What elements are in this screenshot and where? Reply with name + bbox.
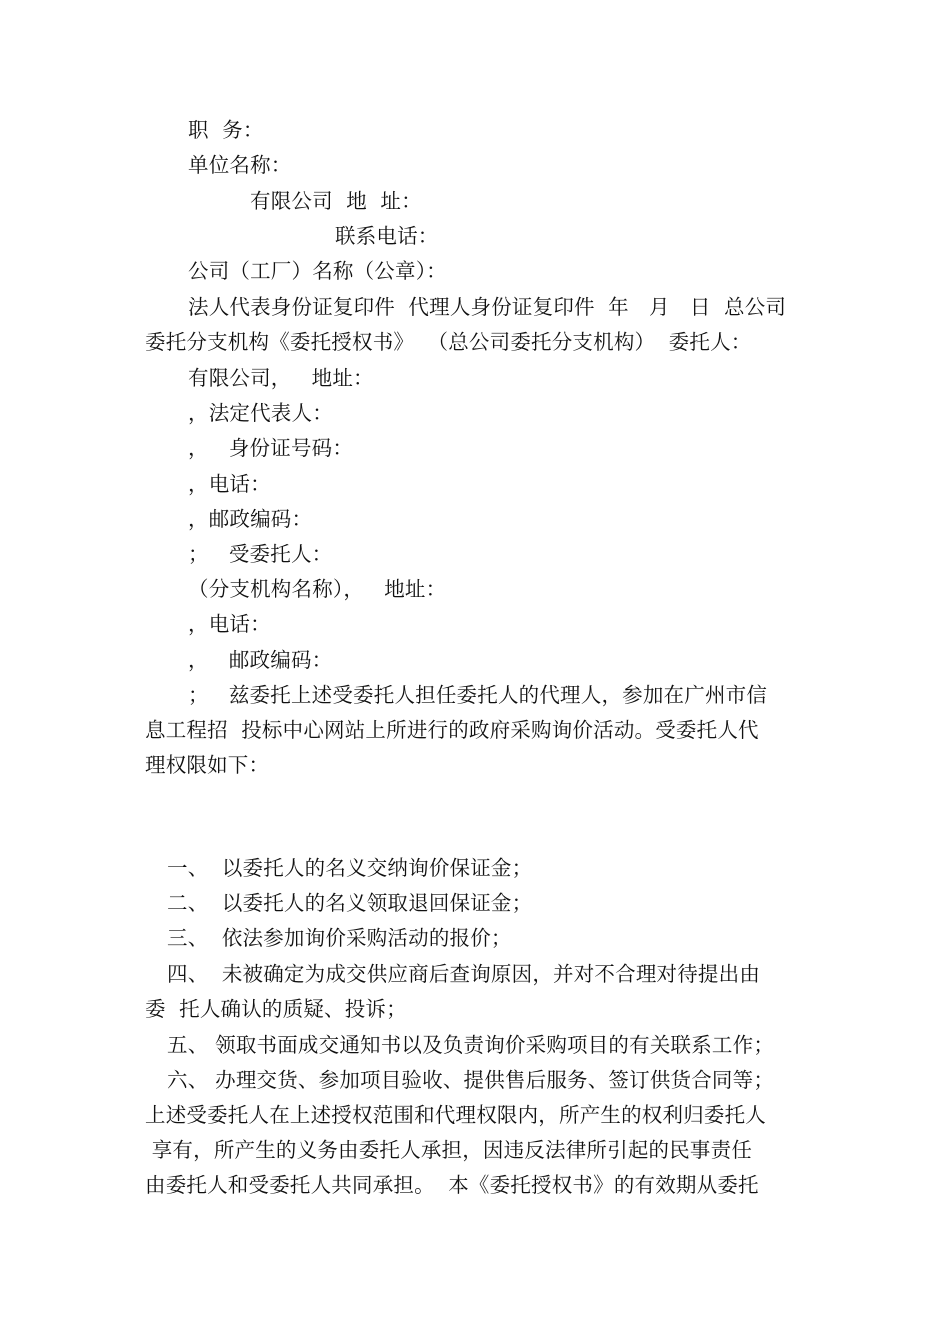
text-line: 四、 未被确定为成交供应商后查询原因，并对不合理对待提出由 (167, 962, 761, 986)
field-branch-postal-code: ， 邮政编码： (188, 648, 333, 672)
field-trustee: ； 受委托人： (188, 542, 333, 566)
text-line: ； 兹委托上述受委托人担任委托人的代理人，参加在广州市信 (188, 683, 768, 707)
id-copies-paragraph (145, 290, 810, 360)
text-line: 上述受委托人在上述授权范围和代理权限内，所产生的权利归委托人 (145, 1103, 766, 1127)
text-line: 法人代表身份证复印件 代理人身份证复印件 年 月 日 总公司 (188, 295, 787, 319)
field-phone: ，电话： (188, 472, 271, 496)
field-postal-code: ，邮政编码： (188, 507, 313, 531)
unit-name-line: 单位名称： (188, 153, 292, 177)
field-company-address: 有限公司， 地址： (188, 366, 374, 390)
list-item-4 (145, 957, 810, 1027)
text-line: 委托分支机构《委托授权书》 （总公司委托分支机构） 委托人： (145, 330, 752, 354)
position-line: 职 务： (188, 118, 264, 142)
list-item-5: 五、 领取书面成交通知书以及负责询价采购项目的有关联系工作； (167, 1033, 775, 1057)
contact-phone-line: 联系电话： (335, 224, 439, 248)
text-line: 由委托人和受委托人共同承担。 本《委托授权书》的有效期从委托 (145, 1173, 759, 1197)
company-seal-line: 公司（工厂）名称（公章）： (188, 259, 447, 283)
field-branch-address: （分支机构名称）， 地址： (188, 577, 447, 601)
text-line: 理权限如下： (145, 753, 270, 777)
text-line: 委 托人确认的质疑、投诉； (145, 997, 407, 1021)
field-id-number: ， 身份证号码： (188, 436, 354, 460)
list-item-1: 一、 以委托人的名义交纳询价保证金； (167, 856, 533, 880)
liability-paragraph (145, 1098, 810, 1203)
list-item-2: 二、 以委托人的名义领取退回保证金； (167, 891, 533, 915)
company-address-line: 有限公司 地 址： (250, 189, 422, 213)
text-line: 享有，所产生的义务由委托人承担，因违反法律所引起的民事责任 (145, 1138, 753, 1162)
field-legal-representative: ，法定代表人： (188, 401, 333, 425)
list-item-6: 六、 办理交货、参加项目验收、提供售后服务、签订供货合同等； (167, 1068, 775, 1092)
text-line: 息工程招 投标中心网站上所进行的政府采购询价活动。受委托人代 (145, 718, 759, 742)
authorization-paragraph (145, 678, 810, 783)
field-branch-phone: ，电话： (188, 612, 271, 636)
list-item-3: 三、 依法参加询价采购活动的报价； (167, 926, 512, 950)
